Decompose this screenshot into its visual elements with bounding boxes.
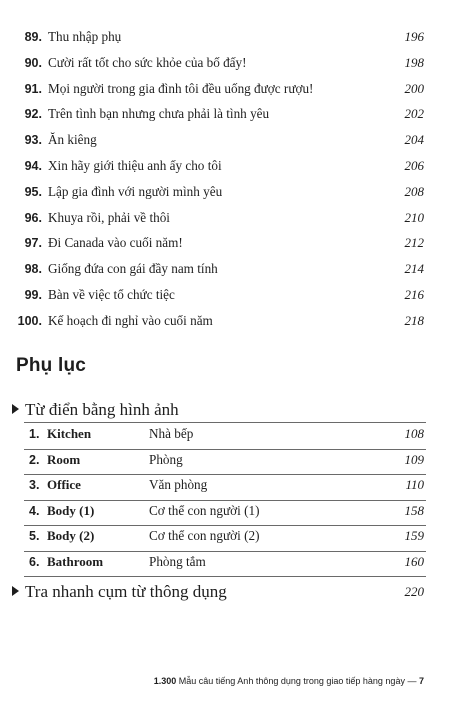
item-english: Body (2) xyxy=(47,528,95,543)
picture-dictionary-heading xyxy=(12,398,179,422)
item-vietnamese: Văn phòng xyxy=(149,477,208,492)
item-vietnamese: Phòng tắm xyxy=(149,553,206,569)
item-page: 158 xyxy=(404,502,424,518)
toc-entry-page: 216 xyxy=(404,287,424,302)
toc-entry-page: 208 xyxy=(404,183,424,199)
toc-entry-page: 202 xyxy=(404,106,424,122)
picture-dictionary-item xyxy=(0,475,450,495)
toc-entry-page: 196 xyxy=(404,29,424,44)
footer-book-title: Mẫu câu tiếng Anh thông dụng trong giao tiếp hàng ngày xyxy=(178,676,405,686)
toc-entry-title: Cười rất tốt cho sức khỏe của bố đấy! xyxy=(48,54,247,70)
toc-entry-page: 212 xyxy=(404,235,424,251)
footer-separator: — xyxy=(407,676,417,686)
item-number: 5. xyxy=(29,529,40,543)
picture-dictionary-title: Từ điển bằng hình ảnh xyxy=(25,400,179,419)
picture-dictionary-item xyxy=(0,501,450,521)
toc-entry-number: 92. xyxy=(24,107,42,122)
item-vietnamese: Cơ thể con người (1) xyxy=(149,502,260,518)
toc-entry xyxy=(0,104,450,124)
toc-entry-page: 198 xyxy=(404,54,424,70)
item-number: 2. xyxy=(29,452,40,467)
toc-entry xyxy=(0,27,450,47)
item-vietnamese: Phòng xyxy=(149,451,183,467)
appendix-heading: Phụ lục xyxy=(16,355,87,376)
item-number: 4. xyxy=(29,503,40,518)
toc-entry xyxy=(0,79,450,99)
toc-entry-number: 99. xyxy=(24,288,42,302)
item-page: 160 xyxy=(404,553,424,569)
toc-entry-page: 206 xyxy=(404,158,424,173)
toc-entry-number: 89. xyxy=(24,30,42,44)
page-footer xyxy=(154,676,424,686)
footer-page-number: 7 xyxy=(418,676,424,686)
toc-entry-title: Đi Canada vào cuối năm! xyxy=(48,235,183,251)
toc-entry-page: 204 xyxy=(404,132,424,148)
item-page: 159 xyxy=(404,528,424,543)
toc-entry-number: 91. xyxy=(24,81,42,96)
toc-entry xyxy=(0,233,450,253)
quick-lookup-title: Tra nhanh cụm từ thông dụng xyxy=(25,582,227,601)
toc-entry-number: 100. xyxy=(17,313,42,328)
toc-entry xyxy=(0,259,450,279)
item-vietnamese: Cơ thể con người (2) xyxy=(149,528,260,543)
toc-entry-title: Ăn kiêng xyxy=(48,132,97,148)
toc-entry-page: 200 xyxy=(404,80,424,96)
toc-entry-number: 95. xyxy=(24,184,42,199)
toc-entry-page: 210 xyxy=(404,209,424,225)
toc-entry xyxy=(0,156,450,176)
toc-entry-number: 96. xyxy=(24,210,42,225)
quick-lookup-heading xyxy=(12,580,227,604)
toc-entry-number: 98. xyxy=(24,262,42,277)
toc-entry-title: Xin hãy giới thiệu anh ấy cho tôi xyxy=(48,158,222,173)
item-number: 1. xyxy=(29,427,40,441)
toc-entry-page: 214 xyxy=(404,261,424,277)
item-english: Kitchen xyxy=(47,426,92,441)
toc-entry-number: 94. xyxy=(24,159,42,173)
toc-entry-title: Kế hoạch đi nghỉ vào cuối năm xyxy=(48,312,213,328)
item-number: 3. xyxy=(29,478,40,492)
toc-entry-page: 218 xyxy=(404,312,424,328)
toc-entry xyxy=(0,53,450,73)
item-english: Office xyxy=(47,477,81,492)
toc-entry-title: Giống đứa con gái đầy nam tính xyxy=(48,261,218,277)
picture-dictionary-item xyxy=(0,552,450,572)
toc-entry xyxy=(0,182,450,202)
picture-dictionary-item xyxy=(0,450,450,470)
item-page: 108 xyxy=(404,426,424,441)
toc-entry xyxy=(0,311,450,331)
item-number: 6. xyxy=(29,554,40,569)
toc-entry-title: Khuya rồi, phải về thôi xyxy=(48,209,170,225)
picture-dictionary-item xyxy=(0,424,450,444)
row-divider xyxy=(24,422,426,423)
footer-book-count: 1.300 xyxy=(153,676,177,686)
picture-dictionary-item xyxy=(0,526,450,546)
triangle-bullet-icon xyxy=(12,586,19,596)
toc-entry-title: Trên tình bạn nhưng chưa phải là tình yêu xyxy=(48,106,270,122)
item-page: 109 xyxy=(404,451,424,467)
toc-entry-title: Thu nhập phụ xyxy=(48,29,122,44)
toc-entry-number: 93. xyxy=(24,133,42,148)
quick-lookup-page: 220 xyxy=(404,584,424,599)
item-english: Bathroom xyxy=(47,553,104,569)
toc-entry-title: Mọi người trong gia đình tôi đều uống được rượu! xyxy=(48,80,314,96)
toc-entry-title: Lập gia đình với người mình yêu xyxy=(48,183,223,199)
item-english: Room xyxy=(47,451,81,467)
row-divider xyxy=(24,576,426,577)
toc-entry-title: Bàn về việc tổ chức tiệc xyxy=(48,287,175,302)
item-vietnamese: Nhà bếp xyxy=(149,426,194,441)
toc-entry xyxy=(0,130,450,150)
item-page: 110 xyxy=(405,477,424,492)
toc-entry xyxy=(0,208,450,228)
triangle-bullet-icon xyxy=(12,404,19,414)
toc-entry-number: 97. xyxy=(24,236,42,251)
toc-entry-number: 90. xyxy=(24,55,42,70)
toc-entry xyxy=(0,285,450,305)
item-english: Body (1) xyxy=(47,502,95,518)
